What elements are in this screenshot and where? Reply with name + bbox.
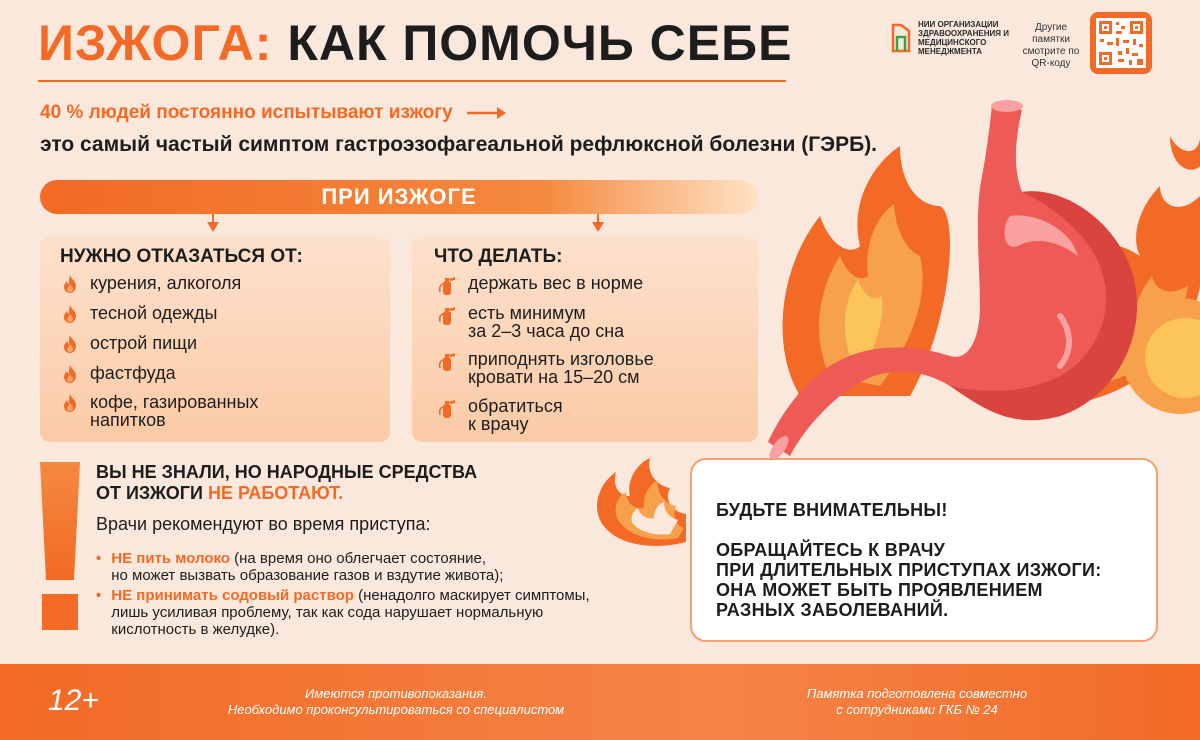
footer [0,664,1200,740]
bullet-milk-accent: НЕ пить молоко [111,550,230,567]
avoid-title: НУЖНО ОТКАЗАТЬСЯ ОТ: [60,246,303,267]
todo-item-text: держать вес в норме [468,273,644,293]
arrow-right-icon [467,106,507,120]
fire-extinguisher-icon [438,351,456,371]
bullet-soda-accent: НЕ принимать содовый раствор [111,587,354,604]
avoid-item [62,393,258,429]
fire-extinguisher-icon [438,398,456,418]
callout-line1: БУДЬТЕ ВНИМАТЕЛЬНЫ! [716,500,948,520]
subtitle: это самый частый симптом гастроэзофагеальной рефлюксной болезни (ГЭРБ). [40,133,878,156]
banner-arrow-left [207,222,219,232]
todo-title: ЧТО ДЕЛАТЬ: [434,246,563,267]
avoid-item [62,304,217,323]
qr-code[interactable] [1090,12,1152,74]
warning-title-accent: НЕ РАБОТАЮТ. [207,483,344,503]
fire-extinguisher-icon [438,305,456,325]
avoid-item [62,334,197,353]
todo-item [438,397,563,433]
footer-right-line1: Памятка подготовлена совместно [806,686,1028,701]
statistic-line [40,102,507,124]
todo-item-text-line2: за 2–3 часа до сна [468,321,625,341]
warning-title-line2: ОТ ИЗЖОГИ [96,483,208,503]
bullet-soda: • НЕ принимать содовый раствор (ненадолго маскирует симптомы, лишь усиливая проблему, так как сода нарушает нормальную кислотность в желудке). [96,587,590,638]
footer-mid-line1: Имеются противопоказания. [305,686,487,701]
todo-item-text-line2: к врачу [468,414,529,434]
page-title [38,14,792,72]
qr-caption: Другие памятки смотрите по QR-коду [1022,22,1080,69]
footer-right-line2: с сотрудниками ГКБ № 24 [836,702,998,717]
callout-line5: РАЗНЫХ ЗАБОЛЕВАНИЙ. [716,600,949,620]
logo-text: НИИ ОРГАНИЗАЦИИ ЗДРАВООХРАНЕНИЯ И МЕДИЦИНСКОГО МЕНЕДЖМЕНТА [918,20,1009,56]
callout-line2: ОБРАЩАЙТЕСЬ К ВРАЧУ [716,540,946,560]
footer-credits [782,686,1052,718]
flame-icon [62,394,78,412]
flame-icon [586,452,696,562]
avoid-item-text: тесной одежды [90,303,218,323]
avoid-item-text-line2: напитков [90,410,166,430]
footer-mid-line2: Необходимо проконсультироваться со специалистом [227,702,565,717]
title-underline [38,80,786,82]
qr-code-icon [1096,18,1146,68]
footer-contraindications [196,686,596,718]
callout-line4: ОНА МОЖЕТ БЫТЬ ПРОЯВЛЕНИЕМ [716,580,1043,600]
avoid-item-text: фастфуда [90,363,176,383]
flame-icon [62,365,78,383]
avoid-item [62,274,241,293]
fire-extinguisher-icon [438,275,456,295]
callout-box [690,458,1158,642]
exclamation-icon [40,462,80,632]
bullet-soda-text-line2: лишь усиливая проблему, так как сода нарушает нормальную [111,604,544,621]
todo-item-text: есть минимум [468,303,586,323]
warning-title [96,462,477,504]
todo-item [438,274,643,295]
title-main: КАК ПОМОЧЬ СЕБЕ [287,15,793,71]
todo-item [438,350,654,386]
title-accent: ИЗЖОГА: [38,15,273,71]
banner-heartburn: ПРИ ИЗЖОГЕ [40,180,758,214]
todo-item-text: приподнять изголовье [468,349,654,369]
todo-item [438,304,624,340]
stomach-icon [760,96,1200,476]
callout-line3: ПРИ ДЛИТЕЛЬНЫХ ПРИСТУПАХ ИЗЖОГИ: [716,560,1102,580]
avoid-item-text: острой пищи [90,333,197,353]
bullet-soda-text: (ненадолго маскирует симптомы, [353,587,590,604]
avoid-item [62,364,176,383]
avoid-item-text: кофе, газированных [90,392,259,412]
avoid-item-text: курения, алкоголя [90,273,242,293]
bullet-milk: • НЕ пить молоко (на время оно облегчает состояние, но может вызвать образование газов и вздутие живота); [96,550,504,584]
bullet-milk-text: (на время оно облегчает состояние, [229,550,487,567]
todo-item-text: обратиться [468,396,563,416]
warning-subtitle: Врачи рекомендуют во время приступа: [96,514,431,534]
banner-arrow-right [592,222,604,232]
logo-icon [890,23,912,53]
bullet-milk-text-line2: но может вызвать образование газов и вздутие живота); [111,567,504,584]
organization-logo [890,20,1013,56]
flame-icon [62,335,78,353]
todo-item-text-line2: кровати на 15–20 см [468,367,640,387]
flame-icon [62,305,78,323]
warning-title-line1: ВЫ НЕ ЗНАЛИ, НО НАРОДНЫЕ СРЕДСТВА [96,462,478,482]
bullet-soda-text-line3: кислотность в желудке). [111,621,280,638]
statistic-text: 40 % людей постоянно испытывают изжогу [40,102,453,123]
flame-icon [62,275,78,293]
age-rating: 12+ [48,684,99,717]
